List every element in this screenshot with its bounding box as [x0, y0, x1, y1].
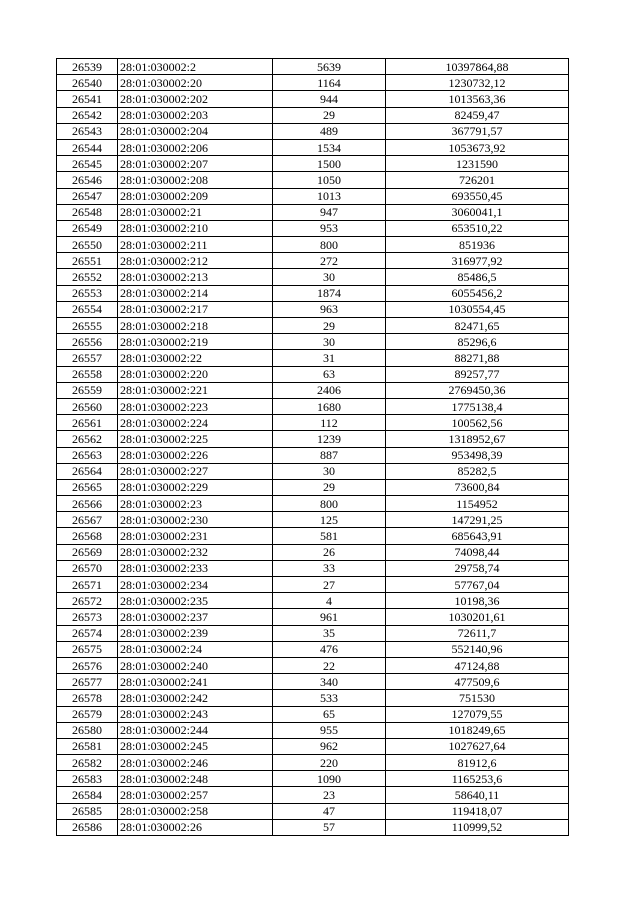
cadastral-number-cell: 28:01:030002:223 [118, 398, 273, 414]
table-row [57, 787, 569, 803]
table-row [57, 123, 569, 139]
table-row [57, 674, 569, 690]
cadastral-number-cell: 28:01:030002:204 [118, 123, 273, 139]
table-row [57, 334, 569, 350]
cadastral-value-cell: 953498,39 [386, 447, 569, 463]
cadastral-number-cell: 28:01:030002:214 [118, 285, 273, 301]
row-number-cell: 26585 [57, 803, 118, 819]
row-number-cell: 26564 [57, 463, 118, 479]
row-number-cell: 26540 [57, 75, 118, 91]
cadastral-number-cell: 28:01:030002:234 [118, 577, 273, 593]
cadastral-number-cell: 28:01:030002:241 [118, 674, 273, 690]
cadastral-value-cell: 1154952 [386, 496, 569, 512]
row-number-cell: 26556 [57, 334, 118, 350]
cadastral-value-table [56, 58, 569, 836]
row-number-cell: 26539 [57, 59, 118, 75]
area-cell: 29 [273, 107, 386, 123]
area-cell: 963 [273, 301, 386, 317]
row-number-cell: 26578 [57, 690, 118, 706]
table-row [57, 755, 569, 771]
cadastral-value-cell: 367791,57 [386, 123, 569, 139]
area-cell: 1500 [273, 156, 386, 172]
area-cell: 22 [273, 657, 386, 673]
row-number-cell: 26575 [57, 641, 118, 657]
cadastral-number-cell: 28:01:030002:242 [118, 690, 273, 706]
row-number-cell: 26580 [57, 722, 118, 738]
cadastral-number-cell: 28:01:030002:207 [118, 156, 273, 172]
area-cell: 125 [273, 512, 386, 528]
cadastral-value-cell: 751530 [386, 690, 569, 706]
area-cell: 489 [273, 123, 386, 139]
row-number-cell: 26543 [57, 123, 118, 139]
table-row [57, 350, 569, 366]
cadastral-value-cell: 81912,6 [386, 755, 569, 771]
table-row [57, 609, 569, 625]
area-cell: 800 [273, 237, 386, 253]
table-row [57, 285, 569, 301]
area-cell: 33 [273, 560, 386, 576]
area-cell: 4 [273, 593, 386, 609]
table-row [57, 479, 569, 495]
row-number-cell: 26550 [57, 237, 118, 253]
row-number-cell: 26557 [57, 350, 118, 366]
table-row [57, 301, 569, 317]
cadastral-value-cell: 100562,56 [386, 415, 569, 431]
area-cell: 26 [273, 544, 386, 560]
cadastral-value-cell: 851936 [386, 237, 569, 253]
area-cell: 63 [273, 366, 386, 382]
cadastral-number-cell: 28:01:030002:217 [118, 301, 273, 317]
cadastral-value-cell: 1030554,45 [386, 301, 569, 317]
cadastral-value-cell: 1018249,65 [386, 722, 569, 738]
cadastral-value-cell: 88271,88 [386, 350, 569, 366]
row-number-cell: 26574 [57, 625, 118, 641]
table-row [57, 59, 569, 75]
cadastral-number-cell: 28:01:030002:26 [118, 819, 273, 835]
table-row [57, 706, 569, 722]
table-row [57, 188, 569, 204]
cadastral-number-cell: 28:01:030002:227 [118, 463, 273, 479]
cadastral-number-cell: 28:01:030002:218 [118, 318, 273, 334]
row-number-cell: 26571 [57, 577, 118, 593]
row-number-cell: 26545 [57, 156, 118, 172]
cadastral-value-cell: 1775138,4 [386, 398, 569, 414]
table-row [57, 560, 569, 576]
cadastral-value-cell: 72611,7 [386, 625, 569, 641]
cadastral-number-cell: 28:01:030002:226 [118, 447, 273, 463]
row-number-cell: 26559 [57, 382, 118, 398]
row-number-cell: 26583 [57, 771, 118, 787]
table-row [57, 415, 569, 431]
area-cell: 57 [273, 819, 386, 835]
row-number-cell: 26552 [57, 269, 118, 285]
row-number-cell: 26567 [57, 512, 118, 528]
cadastral-number-cell: 28:01:030002:203 [118, 107, 273, 123]
cadastral-number-cell: 28:01:030002:211 [118, 237, 273, 253]
table-row [57, 577, 569, 593]
area-cell: 944 [273, 91, 386, 107]
row-number-cell: 26560 [57, 398, 118, 414]
cadastral-number-cell: 28:01:030002:202 [118, 91, 273, 107]
area-cell: 1874 [273, 285, 386, 301]
cadastral-value-cell: 726201 [386, 172, 569, 188]
cadastral-number-cell: 28:01:030002:229 [118, 479, 273, 495]
area-cell: 29 [273, 479, 386, 495]
cadastral-value-cell: 1231590 [386, 156, 569, 172]
area-cell: 30 [273, 269, 386, 285]
table-row [57, 91, 569, 107]
cadastral-number-cell: 28:01:030002:220 [118, 366, 273, 382]
table-row [57, 657, 569, 673]
cadastral-value-cell: 89257,77 [386, 366, 569, 382]
cadastral-number-cell: 28:01:030002:239 [118, 625, 273, 641]
area-cell: 800 [273, 496, 386, 512]
table-row [57, 204, 569, 220]
area-cell: 581 [273, 528, 386, 544]
cadastral-number-cell: 28:01:030002:206 [118, 139, 273, 155]
cadastral-value-cell: 58640,11 [386, 787, 569, 803]
row-number-cell: 26541 [57, 91, 118, 107]
table-row [57, 738, 569, 754]
table-row [57, 398, 569, 414]
document-page [56, 58, 569, 836]
cadastral-number-cell: 28:01:030002:224 [118, 415, 273, 431]
table-row [57, 771, 569, 787]
cadastral-value-cell: 73600,84 [386, 479, 569, 495]
area-cell: 272 [273, 253, 386, 269]
table-row [57, 75, 569, 91]
table-row [57, 722, 569, 738]
table-body [57, 59, 569, 836]
table-row [57, 139, 569, 155]
row-number-cell: 26555 [57, 318, 118, 334]
row-number-cell: 26549 [57, 220, 118, 236]
cadastral-number-cell: 28:01:030002:221 [118, 382, 273, 398]
row-number-cell: 26542 [57, 107, 118, 123]
cadastral-number-cell: 28:01:030002:235 [118, 593, 273, 609]
cadastral-value-cell: 147291,25 [386, 512, 569, 528]
cadastral-value-cell: 2769450,36 [386, 382, 569, 398]
row-number-cell: 26573 [57, 609, 118, 625]
cadastral-number-cell: 28:01:030002:248 [118, 771, 273, 787]
area-cell: 953 [273, 220, 386, 236]
area-cell: 220 [273, 755, 386, 771]
cadastral-value-cell: 1165253,6 [386, 771, 569, 787]
cadastral-value-cell: 57767,04 [386, 577, 569, 593]
table-row [57, 447, 569, 463]
area-cell: 1050 [273, 172, 386, 188]
row-number-cell: 26582 [57, 755, 118, 771]
area-cell: 5639 [273, 59, 386, 75]
row-number-cell: 26576 [57, 657, 118, 673]
cadastral-value-cell: 477509,6 [386, 674, 569, 690]
area-cell: 112 [273, 415, 386, 431]
area-cell: 65 [273, 706, 386, 722]
area-cell: 961 [273, 609, 386, 625]
cadastral-value-cell: 10198,36 [386, 593, 569, 609]
table-row [57, 528, 569, 544]
area-cell: 533 [273, 690, 386, 706]
area-cell: 476 [273, 641, 386, 657]
area-cell: 27 [273, 577, 386, 593]
row-number-cell: 26547 [57, 188, 118, 204]
cadastral-number-cell: 28:01:030002:237 [118, 609, 273, 625]
table-row [57, 496, 569, 512]
cadastral-value-cell: 74098,44 [386, 544, 569, 560]
row-number-cell: 26577 [57, 674, 118, 690]
table-row [57, 463, 569, 479]
cadastral-value-cell: 110999,52 [386, 819, 569, 835]
table-row [57, 593, 569, 609]
table-row [57, 318, 569, 334]
area-cell: 1680 [273, 398, 386, 414]
row-number-cell: 26563 [57, 447, 118, 463]
row-number-cell: 26584 [57, 787, 118, 803]
cadastral-number-cell: 28:01:030002:258 [118, 803, 273, 819]
row-number-cell: 26558 [57, 366, 118, 382]
table-row [57, 625, 569, 641]
area-cell: 23 [273, 787, 386, 803]
cadastral-value-cell: 82471,65 [386, 318, 569, 334]
row-number-cell: 26566 [57, 496, 118, 512]
cadastral-value-cell: 6055456,2 [386, 285, 569, 301]
table-row [57, 156, 569, 172]
table-row [57, 269, 569, 285]
row-number-cell: 26544 [57, 139, 118, 155]
cadastral-value-cell: 29758,74 [386, 560, 569, 576]
area-cell: 30 [273, 334, 386, 350]
row-number-cell: 26568 [57, 528, 118, 544]
cadastral-number-cell: 28:01:030002:240 [118, 657, 273, 673]
area-cell: 1013 [273, 188, 386, 204]
cadastral-number-cell: 28:01:030002:22 [118, 350, 273, 366]
area-cell: 1090 [273, 771, 386, 787]
area-cell: 340 [273, 674, 386, 690]
row-number-cell: 26553 [57, 285, 118, 301]
row-number-cell: 26586 [57, 819, 118, 835]
cadastral-number-cell: 28:01:030002:243 [118, 706, 273, 722]
area-cell: 47 [273, 803, 386, 819]
cadastral-value-cell: 1318952,67 [386, 431, 569, 447]
cadastral-number-cell: 28:01:030002:225 [118, 431, 273, 447]
cadastral-value-cell: 85282,5 [386, 463, 569, 479]
area-cell: 1164 [273, 75, 386, 91]
cadastral-value-cell: 3060041,1 [386, 204, 569, 220]
cadastral-value-cell: 316977,92 [386, 253, 569, 269]
cadastral-value-cell: 127079,55 [386, 706, 569, 722]
area-cell: 1534 [273, 139, 386, 155]
area-cell: 955 [273, 722, 386, 738]
area-cell: 30 [273, 463, 386, 479]
cadastral-value-cell: 85296,6 [386, 334, 569, 350]
cadastral-number-cell: 28:01:030002:231 [118, 528, 273, 544]
cadastral-number-cell: 28:01:030002:232 [118, 544, 273, 560]
table-row [57, 366, 569, 382]
cadastral-number-cell: 28:01:030002:2 [118, 59, 273, 75]
area-cell: 887 [273, 447, 386, 463]
cadastral-number-cell: 28:01:030002:245 [118, 738, 273, 754]
row-number-cell: 26562 [57, 431, 118, 447]
cadastral-value-cell: 1030201,61 [386, 609, 569, 625]
cadastral-number-cell: 28:01:030002:23 [118, 496, 273, 512]
cadastral-number-cell: 28:01:030002:210 [118, 220, 273, 236]
row-number-cell: 26572 [57, 593, 118, 609]
table-row [57, 253, 569, 269]
table-row [57, 220, 569, 236]
cadastral-value-cell: 653510,22 [386, 220, 569, 236]
cadastral-number-cell: 28:01:030002:21 [118, 204, 273, 220]
row-number-cell: 26546 [57, 172, 118, 188]
row-number-cell: 26570 [57, 560, 118, 576]
cadastral-value-cell: 10397864,88 [386, 59, 569, 75]
cadastral-value-cell: 693550,45 [386, 188, 569, 204]
cadastral-number-cell: 28:01:030002:208 [118, 172, 273, 188]
row-number-cell: 26561 [57, 415, 118, 431]
row-number-cell: 26565 [57, 479, 118, 495]
table-row [57, 107, 569, 123]
cadastral-value-cell: 85486,5 [386, 269, 569, 285]
area-cell: 35 [273, 625, 386, 641]
cadastral-number-cell: 28:01:030002:209 [118, 188, 273, 204]
cadastral-value-cell: 1230732,12 [386, 75, 569, 91]
cadastral-value-cell: 1027627,64 [386, 738, 569, 754]
cadastral-value-cell: 47124,88 [386, 657, 569, 673]
table-row [57, 819, 569, 835]
cadastral-number-cell: 28:01:030002:233 [118, 560, 273, 576]
table-row [57, 172, 569, 188]
row-number-cell: 26548 [57, 204, 118, 220]
table-row [57, 237, 569, 253]
cadastral-value-cell: 552140,96 [386, 641, 569, 657]
cadastral-value-cell: 1013563,36 [386, 91, 569, 107]
table-row [57, 544, 569, 560]
cadastral-value-cell: 82459,47 [386, 107, 569, 123]
area-cell: 2406 [273, 382, 386, 398]
table-row [57, 803, 569, 819]
row-number-cell: 26579 [57, 706, 118, 722]
table-row [57, 690, 569, 706]
table-row [57, 382, 569, 398]
cadastral-number-cell: 28:01:030002:230 [118, 512, 273, 528]
cadastral-number-cell: 28:01:030002:212 [118, 253, 273, 269]
cadastral-number-cell: 28:01:030002:24 [118, 641, 273, 657]
row-number-cell: 26581 [57, 738, 118, 754]
area-cell: 31 [273, 350, 386, 366]
cadastral-number-cell: 28:01:030002:257 [118, 787, 273, 803]
cadastral-value-cell: 1053673,92 [386, 139, 569, 155]
cadastral-value-cell: 119418,07 [386, 803, 569, 819]
row-number-cell: 26554 [57, 301, 118, 317]
row-number-cell: 26569 [57, 544, 118, 560]
area-cell: 962 [273, 738, 386, 754]
cadastral-number-cell: 28:01:030002:213 [118, 269, 273, 285]
table-row [57, 512, 569, 528]
area-cell: 947 [273, 204, 386, 220]
cadastral-number-cell: 28:01:030002:20 [118, 75, 273, 91]
area-cell: 1239 [273, 431, 386, 447]
cadastral-number-cell: 28:01:030002:219 [118, 334, 273, 350]
cadastral-value-cell: 685643,91 [386, 528, 569, 544]
area-cell: 29 [273, 318, 386, 334]
cadastral-number-cell: 28:01:030002:244 [118, 722, 273, 738]
table-row [57, 641, 569, 657]
cadastral-number-cell: 28:01:030002:246 [118, 755, 273, 771]
table-row [57, 431, 569, 447]
row-number-cell: 26551 [57, 253, 118, 269]
